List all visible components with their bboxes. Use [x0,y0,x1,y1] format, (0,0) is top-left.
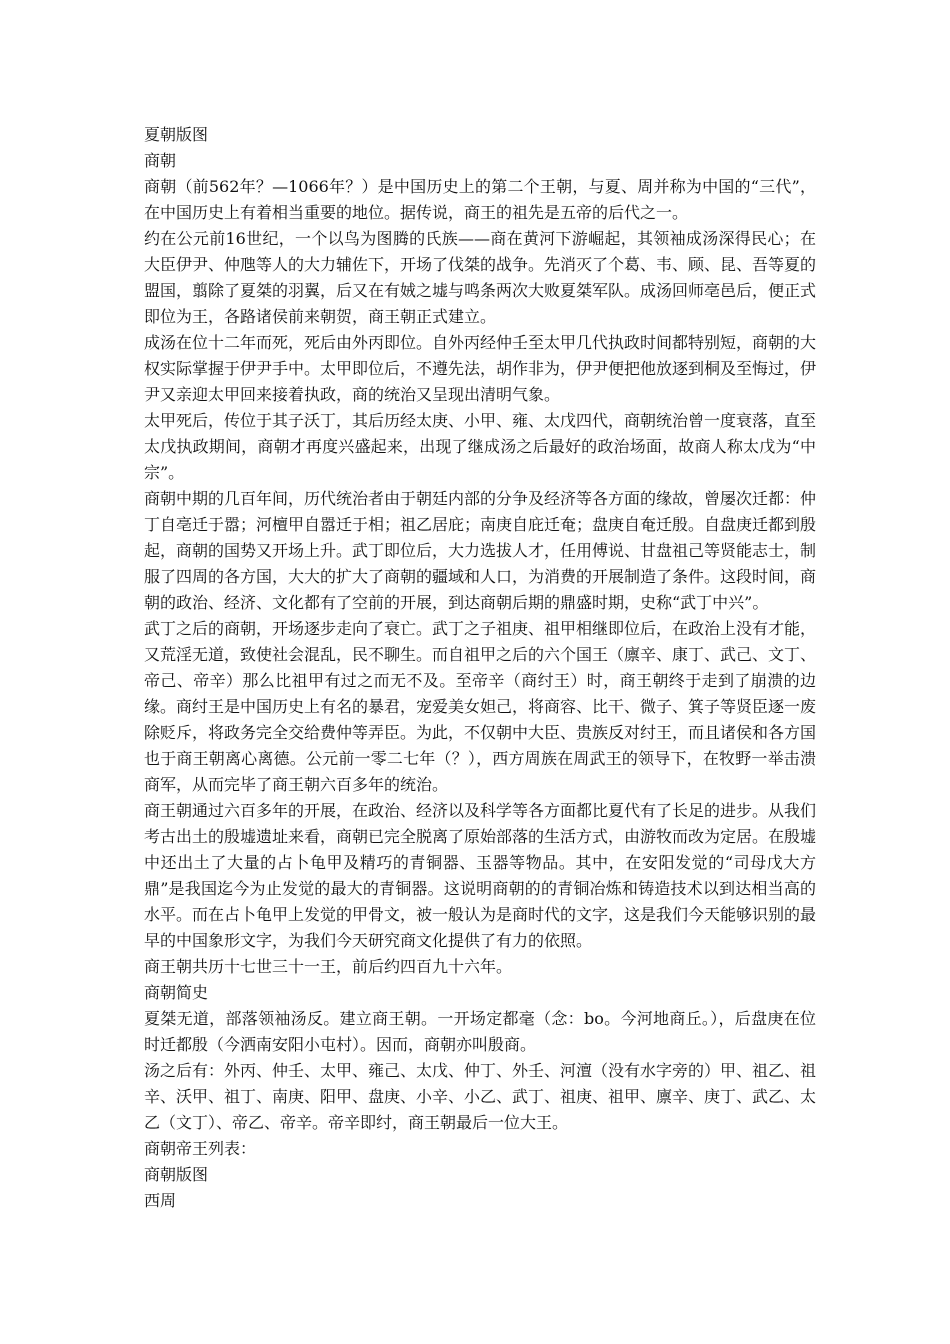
paragraph: 夏桀无道，部落领袖汤反。建立商王朝。一开场定都毫（念：bo。今河地商丘。），后盘庚在位时迁都殷（今洒南安阳小屯村）。因而，商朝亦叫殷商。 [144,1009,816,1054]
paragraph: 商王朝通过六百多年的开展，在政治、经济以及科学等各方面都比夏代有了长足的进步。从我们考古出土的殷墟遗址来看，商朝已完全脱离了原始部落的生活方式，由游牧而改为定居。在殷墟中还出土了大量的占卜龟甲及精巧的青铜器、玉器等物品。其中，在安阳发觉的“司母戊大方鼎”是我国迄今为止发觉的最大的青铜器。这说明商朝的的青铜冶炼和铸造技术以到达相当高的水平。而在占卜龟甲上发觉的甲骨文，被一般认为是商时代的文字，这是我们今天能够识别的最早的中国象形文字，为我们今天研究商文化提供了有力的依照。 [144,801,817,950]
section-heading-western-zhou: 西周 [144,1191,177,1210]
paragraph: 商王朝共历十七世三十一王，前后约四百九十六年。 [144,957,513,976]
paragraph: 商朝（前562年？—1066年？）是中国历史上的第二个王朝，与夏、周并称为中国的“三代”，在中国历史上有着相当重要的地位。据传说，商王的祖先是五帝的后代之一。 [144,177,816,222]
caption-xia-map: 夏朝版图 [144,125,209,144]
paragraph: 商朝中期的几百年间，历代统治者由于朝廷内部的分争及经济等各方面的缘故，曾屡次迁都：仲丁自亳迁于嚣；河檀甲自嚣迁于相；祖乙居庇；南庚自庇迁奄；盘庚自奄迁殷。自盘庚迁都到殷起，商朝的国势又开场上升。武丁即位后，大力选拔人才，任用傅说、甘盘祖己等贤能志士，制服了四周的各方国，大大的扩大了商朝的疆域和人口，为消费的开展制造了条件。这段时间，商朝的政治、经济、文化都有了空前的开展，到达商朝后期的鼎盛时期，史称“武丁中兴”。 [144,489,817,612]
list-heading-emperors: 商朝帝王列表： [144,1139,257,1158]
section-heading-brief-history: 商朝简史 [144,983,209,1002]
paragraph: 约在公元前16世纪，一个以鸟为图腾的氏族——商在黄河下游崛起，其领袖成汤深得民心；在大臣伊尹、仲虺等人的大力辅佐下，开场了伐桀的战争。先消灭了个葛、韦、顾、昆、吾等夏的盟国，翦除了夏桀的羽翼，后又在有娀之墟与鸣条两次大败夏桀军队。成汤回师亳邑后，便正式即位为王，各路诸侯前来朝贺，商王朝正式建立。 [144,229,817,326]
paragraph: 太甲死后，传位于其子沃丁，其后历经太庚、小甲、雍、太戊四代，商朝统治曾一度衰落，直至太戊执政期间，商朝才再度兴盛起来，出现了继成汤之后最好的政治场面，故商人称太戊为“中宗”。 [144,411,817,482]
caption-shang-map: 商朝版图 [144,1165,209,1184]
paragraph: 武丁之后的商朝，开场逐步走向了衰亡。武丁之子祖庚、祖甲相继即位后，在政治上没有才能，又荒淫无道，致使社会混乱，民不聊生。而自祖甲之后的六个国王（廪辛、康丁、武己、文丁、帝己、帝辛）那么比祖甲有过之而无不及。至帝辛（商纣王）时，商王朝终于走到了崩溃的边缘。商纣王是中国历史上有名的暴君，宠爱美女妲己，将商容、比干、微子、箕子等贤臣逐一废除贬斥，将政务完全交给费仲等弄臣。为此，不仅朝中大臣、贵族反对纣王，而且诸侯和各方国也于商王朝离心离德。公元前一零二七年（？），西方周族在周武王的领导下，在牧野一举击溃商军，从而完毕了商王朝六百多年的统治。 [144,619,817,794]
paragraph: 成汤在位十二年而死，死后由外丙即位。自外丙经仲壬至太甲几代执政时间都特别短，商朝的大权实际掌握于伊尹手中。太甲即位后，不遵先法，胡作非为，伊尹便把他放逐到桐及至悔过，伊尹又亲迎太甲回来接着执政，商的统治又呈现出清明气象。 [144,333,817,404]
section-heading-shang: 商朝 [144,151,177,170]
paragraph: 汤之后有：外丙、仲壬、太甲、雍己、太戊、仲丁、外壬、河澶（没有水字旁的）甲、祖乙、祖辛、沃甲、祖丁、南庚、阳甲、盘庚、小辛、小乙、武丁、祖庚、祖甲、廪辛、庚丁、武乙、太乙（文丁）、帝乙、帝辛。帝辛即纣，商王朝最后一位大王。 [144,1061,817,1132]
document-body [144,122,816,1214]
